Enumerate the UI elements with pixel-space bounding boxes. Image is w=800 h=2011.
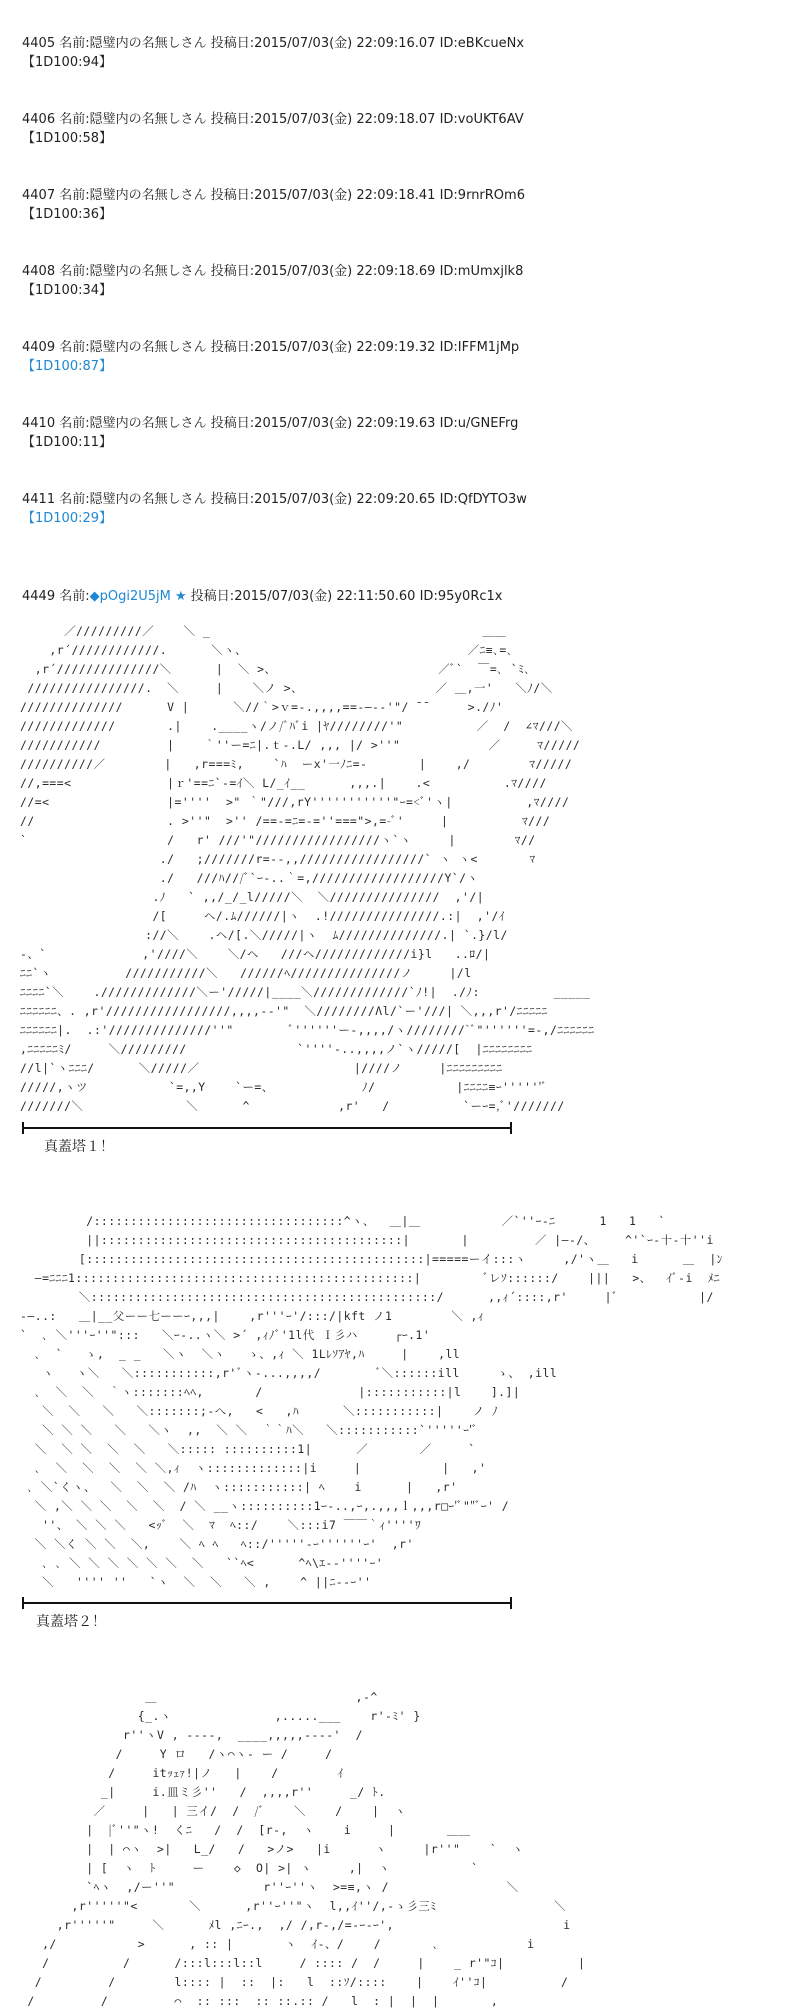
post-4405 bbox=[22, 34, 762, 72]
post-number: 4405 bbox=[22, 36, 56, 51]
date-label: 投稿日: bbox=[190, 589, 235, 604]
post-date: 2015/07/03(金) 22:09:18.41 bbox=[254, 188, 436, 203]
date-label: 投稿日: bbox=[210, 36, 255, 51]
post-number: 4410 bbox=[22, 416, 56, 431]
post-4409 bbox=[22, 338, 762, 376]
post-date: 2015/07/03(金) 22:09:16.07 bbox=[254, 36, 436, 51]
poster-name: 隠璧内の名無しさん bbox=[89, 264, 207, 279]
date-label: 投稿日: bbox=[210, 188, 255, 203]
name-label: 名前: bbox=[59, 589, 90, 604]
post-number: 4449 bbox=[22, 589, 56, 604]
date-label: 投稿日: bbox=[210, 340, 255, 355]
poster-id: ID:IFFM1jMp bbox=[439, 340, 520, 355]
post-number: 4411 bbox=[22, 492, 56, 507]
ascii-art-3: ＿ ,-^ {_.ヽ ,.....___ r'-ﾐ' } r''ヽV , ----, ____,,,,,----' / / Y ロ /ヽ⌒ヽ‐ ー / / / itｯｪｧ!|ノ | / ｲ _| i.皿ミ彡'' / ,,,,r'' _/ ﾄ. ／ | | 三イ/ / /ﾞ ＼ / | ヽ | |ﾞ''"ヽ! くﾆ / / [r-, ヽ i | ＿＿ | | ⌒ヽ >| L_/ / >ノ> |i ヽ |r''" ` ヽ | [ ヽ ﾄ ー ◇ O| >| ヽ ,| ヽ ` `ﾍヽ ,/ー''" r''ｰ''ヽ >=≡,ヽ / ＼ ,r'''''"< ＼ ,r''ｰ''"ヽ l,,ｲ''/,-ゝ彡三ﾐ ＼ ,r'''''" ＼ ﾒl ,ﾆｰ., ,/ /,r-,/=-ｰ-ｰ', i ,/ > , :: | ヽ ｲ-、/ / ､ i / / /:::l:::l::l / :::: / / | _ r'"ｺ| | / / l:::: | :: |: l ::ｿ/:::: | ｲ''ｺ| / / / ⌒ :: ::: :: ::.:: / l : | | | , bbox=[27, 1690, 586, 2008]
post-number: 4409 bbox=[22, 340, 56, 355]
poster-name: 隠璧内の名無しさん bbox=[89, 340, 207, 355]
post-number: 4406 bbox=[22, 112, 56, 127]
post-4449 bbox=[22, 587, 762, 606]
poster-name: 隠璧内の名無しさん bbox=[89, 416, 207, 431]
poster-name: 隠璧内の名無しさん bbox=[89, 112, 207, 127]
post-date: 2015/07/03(金) 22:09:19.63 bbox=[254, 416, 436, 431]
post-header bbox=[22, 490, 762, 509]
name-label: 名前: bbox=[59, 340, 90, 355]
divider-ruler-1 bbox=[22, 1122, 512, 1134]
post-4406 bbox=[22, 110, 762, 148]
ruler-tick-left bbox=[22, 1122, 24, 1134]
date-label: 投稿日: bbox=[210, 264, 255, 279]
post-date: 2015/07/03(金) 22:09:18.07 bbox=[254, 112, 436, 127]
ruler-line bbox=[22, 1127, 512, 1129]
ruler-tick-left bbox=[22, 1597, 24, 1609]
name-label: 名前: bbox=[59, 416, 90, 431]
ruler-tick-right bbox=[510, 1122, 512, 1134]
post-body: 【1D100:58】 bbox=[22, 131, 113, 146]
ruler-line bbox=[22, 1602, 512, 1604]
post-body-link[interactable]: 【1D100:29】 bbox=[22, 511, 113, 526]
post-date: 2015/07/03(金) 22:09:18.69 bbox=[254, 264, 436, 279]
poster-id: ID:eBKcueNx bbox=[439, 36, 525, 51]
post-body-link[interactable]: 【1D100:87】 bbox=[22, 359, 113, 374]
post-header bbox=[22, 587, 762, 606]
post-body: 【1D100:94】 bbox=[22, 55, 113, 70]
ruler-tick-right bbox=[510, 1597, 512, 1609]
poster-id: ID:voUKT6AV bbox=[439, 112, 524, 127]
poster-id: ID:u/GNEFrg bbox=[439, 416, 519, 431]
date-label: 投稿日: bbox=[210, 112, 255, 127]
date-label: 投稿日: bbox=[210, 416, 255, 431]
post-header bbox=[22, 186, 762, 205]
name-label: 名前: bbox=[59, 36, 90, 51]
caption-2: 真蓋塔２！ bbox=[36, 1614, 106, 1630]
name-label: 名前: bbox=[59, 264, 90, 279]
poster-id: ID:mUmxjlk8 bbox=[439, 264, 524, 279]
name-label: 名前: bbox=[59, 112, 90, 127]
poster-name-link[interactable]: ◆pOgi2U5jM ★ bbox=[89, 589, 187, 604]
ascii-art-2: /::::::::::::::::::::::::::::::::::^ヽ、 ＿|＿ ／`''ｰ-ﾆ 1 1 ` ||:::::::::::::::::::::::::::::::::::::::::| | ／ |―‐/、 ^'`ｰ‐十‐十''i [::::::::::::::::::::::::::::::::::::::::::::::|=====ーイ:::ヽ ,/'ヽ＿ i ＿ |ﾝ ―=ﾆﾆﾆ1::::::::::::::::::::::::::::::::::::::::::::::| ﾞレｿ::::::/ ||| >、 ｲﾞ-i ﾒﾆ ＼:::::::::::::::::::::::::::::::::::::::::::::::/ ,,ｨ´::::,r' |ﾞ |/ -―..: ＿|__父ーー七ーーｰ,,,| ,r'''ｰ'/:::/|kft ノ1 ＼ ,ｨ ` ､ ＼'''ｰ''"::: ＼ｰ-..ヽ＼ >´ ,ｨﾉﾞ'1l代 Ｉ彡ハ ┌ｰ.1' ､ ` ゝ, _ _ ＼ヽ ＼ヽ ゝ、,ｨ ＼ 1Lﾚｿｱﾔ,ﾊ | ,ll ヽ ヽ＼ ＼:::::::::::,r'ﾞヽ-...,,,,/ ﾞ＼::::::ill ゝ、 ,ill ､ ＼ ＼ ｀ヽ:::::::ﾍﾍ, / |:::::::::::|l ].]| ＼ ＼ ＼ ＼:::::::;-へ, < ,ﾊ ＼:::::::::::| ノ ﾉ ＼ ＼ ＼ ＼ ＼ヽ ,, ＼ ＼ ｀｀ﾊ＼ ＼:::::::::::`'''''ｰ'ﾞ ＼ ＼ ＼ ＼ ＼ ＼::::: ::::::::::1| ／ ／ ` ､ ＼ ＼ ＼ ＼ ＼,ｨ ヽ:::::::::::::|i | | ,' ､ ＼`くヽ、 ＼ ＼ ＼ /ﾊ ヽ:::::::::::| ﾍ i | ,r' ＼ ,＼ ＼ ＼ ＼ ＼ / ＼ __ヽ::::::::::1ｰ-..,ｰ,.,,,ｌ,,,r□ｰ'ﾞ""ﾞｰ' / ''、 ＼ ＼ ＼ <ｯﾞ ＼ ﾏ ﾍ::/ ＼:::i7 ￣￣｀ｨ''''ﾜ ＼ ＼く ＼ ＼ ＼, ＼ ﾍ ﾍ ﾍ::/'''''-ｰ''''''ｰ' ,r' ､ ､ ＼ ＼ ＼ ＼ ＼ ＼ ＼ ``ﾍ< ^ﾍ\ｴ--''''ｰ' ＼ '''' '' `ヽ ＼ ＼ ＼ , ^ ||ﾆ--ｰ'' bbox=[20, 1214, 723, 1589]
post-header bbox=[22, 338, 762, 357]
post-header bbox=[22, 34, 762, 53]
post-header bbox=[22, 110, 762, 129]
post-body: 【1D100:34】 bbox=[22, 283, 113, 298]
post-body: 【1D100:36】 bbox=[22, 207, 113, 222]
date-label: 投稿日: bbox=[210, 492, 255, 507]
divider-ruler-2 bbox=[22, 1597, 512, 1609]
post-header bbox=[22, 262, 762, 281]
poster-name: 隠璧内の名無しさん bbox=[89, 188, 207, 203]
post-number: 4408 bbox=[22, 264, 56, 279]
ascii-art-1: ／/////////／ ＼ _ ＿＿ ,r´////////////. ＼ヽ、 ／ﾆ≡､=､ ,r´//////////////＼ | ＼ >、 ／ﾞ` ￣=､ `ﾐ､ ////////////////. ＼ | ＼ノ >、 ／ ＿,一' ＼ﾉ/＼ ////////////// V | ＼//｀>ｖ=-.,,,,==-―‐‐'"/ ̄ ̄ >./ﾉ' ///////////// .| .____ヽ/ノ/ﾞﾊﾞi |ﾔ////////'" ／ / ∠ﾏ///＼ /////////// | ｀''ー=ﾆ|.ｔ-.L/ ,,, |/ >''" ／ ﾏ///// //////////／ | ,r===ﾐ, `ﾊ ーx'一ﾉﾆ=- | ,/ ﾏ///// //,===< |ｒ'==ﾆ`-=ｲ＼ L/_ｲ__ ,,,.| .< .ﾏ//// //=< |='''' >" ｀"///,rY'''''''''''"ｰ=<ﾞ'ヽ| ,ﾏ//// // . >''" >'' /==-=ﾆ=-=''===">,=-ﾞ' | ﾏ/// ` / r' ///'"/////////////////ヽ`ヽ | ﾏ// ./ ;///////r=--,,/////////////////` ヽ ヽ< ﾏ ./ ///ﾊ///ﾞ`ｰ-..｀=,//////////////////Y`/ヽ .ﾉ ` ,,/_/_l/////＼ ＼/////////////// ,'/| /[ ヘ/.ﾑ//////|ヽ .!///////////////.:| ,'/ｲ ://＼ .ヘ/[.＼/////|ヽ ﾑ//////////////.| `.}/l/ -、` ,'////＼ ＼/ヘ ///ヘ/////////////i}l ..ﾛ/| ﾆﾆ`ヽ ///////////＼ //////ﾍ///////////////ノ |/l ﾆﾆﾆﾆ`＼ ./////////////＼ー'/////|____＼/////////////`ﾉ!| ./ﾉ: _____ ﾆﾆﾆﾆﾆﾆ、. ,r'/////////////////,,,,--'" ＼////////Λl/`ー'///| ＼,,,r'/ﾆﾆﾆﾆﾆ ﾆﾆﾆﾆﾆﾆ|. .:'//////////////''" ﾞ''''''ー-,,,,/ヽ////////`ﾞ"''''''=-,/ﾆﾆﾆﾆﾆﾆ ,ﾆﾆﾆﾆﾆﾐ/ ＼///////// `''''-..,,,,ノ`ヽ/////[ |ﾆﾆﾆﾆﾆﾆﾆﾆ //l|`ヽﾆﾆﾆ/ ＼/////／ |////ノ |ﾆﾆﾆﾆﾆﾆﾆﾆﾆ /////,ヽツ `=,,Y `ー=、 ﾉ/ |ﾆﾆﾆﾆ≡ｰ''''''ﾞ ///////＼ ＼ ^ ,r' / `ーｰ=,ﾞ'/////// bbox=[20, 624, 595, 1113]
post-date: 2015/07/03(金) 22:09:20.65 bbox=[254, 492, 436, 507]
post-number: 4407 bbox=[22, 188, 56, 203]
caption-1: 真蓋塔１！ bbox=[44, 1139, 114, 1155]
name-label: 名前: bbox=[59, 188, 90, 203]
post-4408 bbox=[22, 262, 762, 300]
poster-id: ID:QfDYTO3w bbox=[439, 492, 527, 507]
post-4411 bbox=[22, 490, 762, 528]
poster-id: ID:9rnrROm6 bbox=[439, 188, 525, 203]
name-label: 名前: bbox=[59, 492, 90, 507]
post-date: 2015/07/03(金) 22:11:50.60 bbox=[234, 589, 416, 604]
poster-id: ID:95y0Rc1x bbox=[419, 589, 503, 604]
post-4410 bbox=[22, 414, 762, 452]
poster-name: 隠璧内の名無しさん bbox=[89, 36, 207, 51]
post-body: 【1D100:11】 bbox=[22, 435, 113, 450]
poster-name: 隠璧内の名無しさん bbox=[89, 492, 207, 507]
post-date: 2015/07/03(金) 22:09:19.32 bbox=[254, 340, 436, 355]
post-header bbox=[22, 414, 762, 433]
post-4407 bbox=[22, 186, 762, 224]
